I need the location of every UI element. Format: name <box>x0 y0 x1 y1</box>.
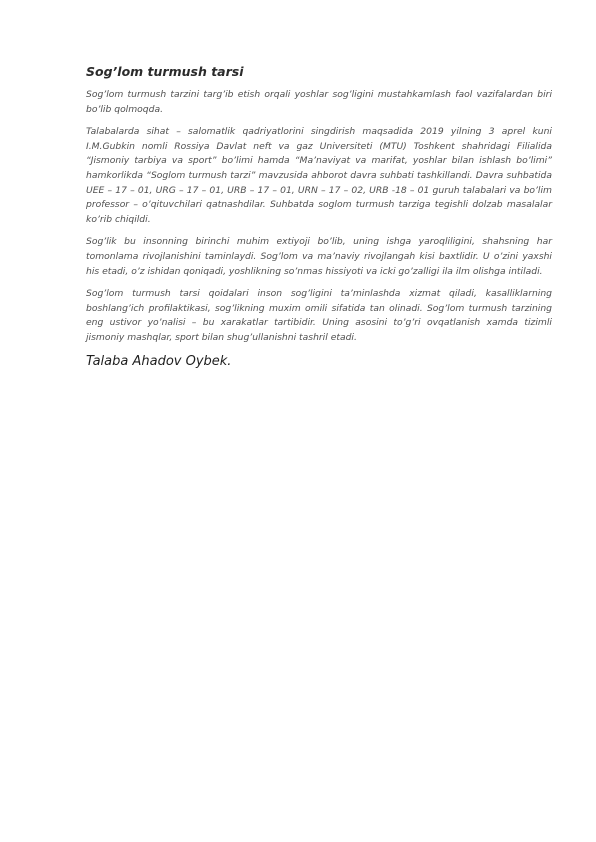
paragraph-health: Sog’lik bu insonning birinchi muhim extiyoji bo’lib, uning ishga yaroqliligini, shahsning har tomonlama rivojlanishini taminlaydi. Sog’lom va ma’naviy rivojlangah kisi baxtlidir. U o’zini yaxshi his etadi, o’z ishidan qoniqadi, yoshlikning so’nmas hissiyoti va icki go’zalligi ila ilm olishga intiladi. <box>86 236 552 277</box>
document-title: Sog’lom turmush tarsi <box>86 64 244 79</box>
document-body <box>86 64 552 370</box>
paragraph-intro: Sog’lom turmush tarzini targ’ib etish orqali yoshlar sog’ligini mustahkamlash faol vazifalardan biri bo’lib qolmoqda. <box>86 89 552 115</box>
paragraph-event: Talabalarda sihat – salomatlik qadriyatlorini singdirish maqsadida 2019 yilning 3 aprel kuni I.M.Gubkin nomli Rossiya Davlat neft va gaz Universiteti (MTU) Toshkent shahridagi Filialida “Jismoniy tarbiya va sport” bo’limi hamda “Ma’naviyat va marifat, yoshlar bilan ishlash bo’limi” hamkorlikda “Soglom turmush tarzi” mavzusida ahborot davra suhbati tashkillandi. Davra suhbatida UEE – 17 – 01, URG – 17 – 01, URB – 17 – 01, URN – 17 – 02, URB -18 – 01 guruh talabalari va bo’lim professor – o’qituvchilari qatnashdilar. Suhbatda soglom turmush tarziga tegishli dolzab masalalar ko’rib chiqildi. <box>86 126 552 225</box>
author-signature: Talaba Ahadov Oybek. <box>86 353 232 369</box>
paragraph-rules: Sog’lom turmush tarsi qoidalari inson sog’ligini ta’minlashda xizmat qiladi, kasalliklarning boshlang’ich profilaktikasi, sog’likning muxim omili sifatida tan olinadi. Sog’lom turmush tarzining eng ustivor yo’nalisi – bu xarakatlar tartibidir. Uning asosini to’g’ri ovqatlanish xamda tizimli jismoniy mashqlar, sport bilan shug’ullanishni tashril etadi. <box>86 288 552 343</box>
